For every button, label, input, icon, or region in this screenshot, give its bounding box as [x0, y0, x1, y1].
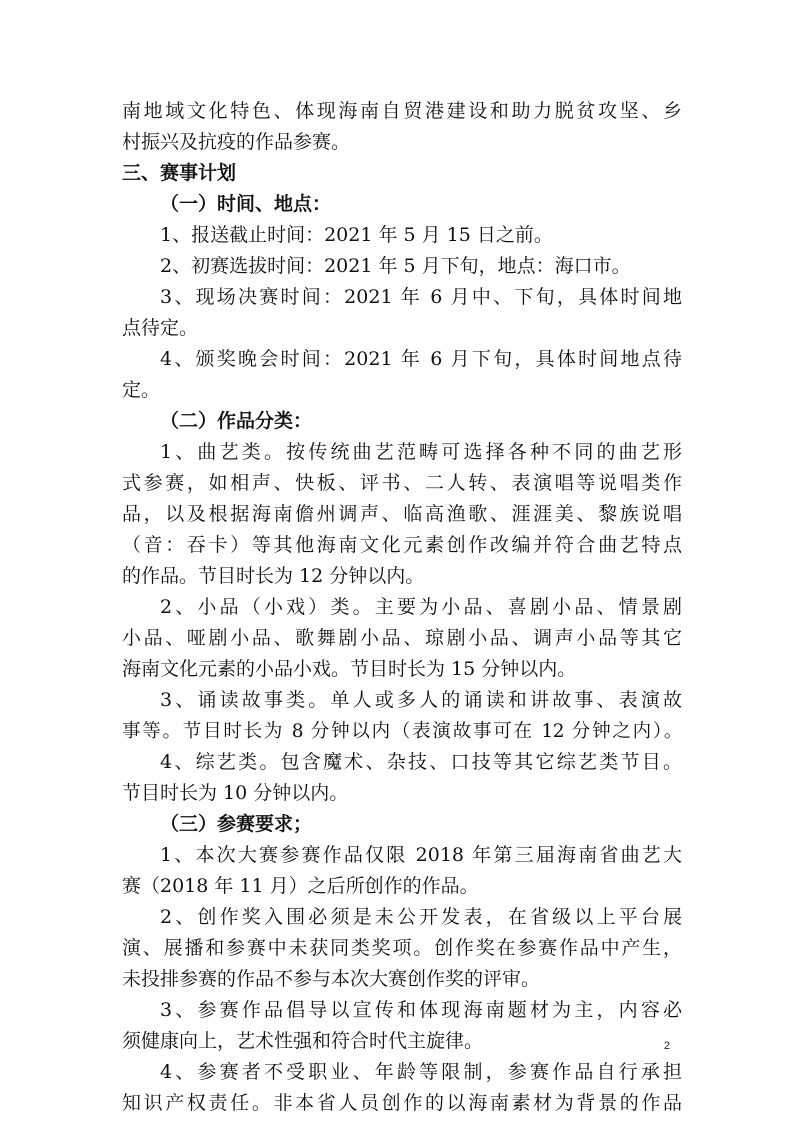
body-line: 品，以及根据海南儋州调声、临高渔歌、涯涯美、黎族说唱 [122, 503, 682, 525]
body-line: 式参赛，如相声、快板、评书、二人转、表演唱等说唱类作 [122, 472, 682, 494]
body-line: 须健康向上，艺术性强和符合时代主旋律。 [122, 1030, 484, 1052]
body-line: （音：吞卡）等其他海南文化元素创作改编并符合曲艺特点 [122, 534, 682, 556]
body-line: 3、参赛作品倡导以宣传和体现海南题材为主，内容必 [160, 999, 682, 1021]
body-line: 4、颁奖晚会时间：2021 年 6 月下旬，具体时间地点待 [160, 348, 682, 370]
body-line: 南地域文化特色、体现海南自贸港建设和助力脱贫攻坚、乡 [122, 100, 682, 122]
body-line: 2、小品（小戏）类。主要为小品、喜剧小品、情景剧 [160, 596, 682, 618]
section-heading: 三、赛事计划 [122, 162, 237, 184]
body-line: 节目时长为 10 分钟以内。 [122, 782, 349, 804]
subsection-heading: （二）作品分类： [160, 410, 313, 432]
body-line: 4、综艺类。包含魔术、杂技、口技等其它综艺类节目。 [160, 751, 682, 773]
body-line: 海南文化元素的小品小戏。节目时长为 15 分钟以内。 [122, 658, 577, 680]
body-line: 知识产权责任。非本省人员创作的以海南素材为背景的作品 [122, 1092, 682, 1114]
body-line: 未投排参赛的作品不参与本次大赛创作奖的评审。 [122, 968, 541, 990]
body-line: 演、展播和参赛中未获同类奖项。创作奖在参赛作品中产生， [122, 937, 682, 959]
body-line: 点待定。 [122, 317, 199, 339]
body-line: 4、参赛者不受职业、年龄等限制，参赛作品自行承担 [160, 1061, 682, 1083]
subsection-heading: （三）参赛要求； [160, 813, 313, 835]
body-line: 小品、哑剧小品、歌舞剧小品、琼剧小品、调声小品等其它 [122, 627, 682, 649]
body-line: 村振兴及抗疫的作品参赛。 [122, 131, 351, 153]
body-line: 赛（2018 年 11 月）之后所创作的作品。 [122, 875, 479, 897]
body-line: 1、报送截止时间：2021 年 5 月 15 日之前。 [160, 224, 553, 246]
body-line: 3、现场决赛时间：2021 年 6 月中、下旬，具体时间地 [160, 286, 682, 308]
body-line: 2、创作奖入围必须是未公开发表，在省级以上平台展 [160, 906, 682, 928]
body-line: 1、曲艺类。按传统曲艺范畴可选择各种不同的曲艺形 [160, 441, 682, 463]
body-line: 3、诵读故事类。单人或多人的诵读和讲故事、表演故 [160, 689, 682, 711]
body-line: 的作品。节目时长为 12 分钟以内。 [122, 565, 425, 587]
body-line: 1、本次大赛参赛作品仅限 2018 年第三届海南省曲艺大 [160, 844, 682, 866]
body-line: 定。 [122, 379, 161, 401]
subsection-heading: （一）时间、地点： [160, 193, 332, 215]
body-line: 2、初赛选拔时间：2021 年 5 月下旬，地点：海口市。 [160, 255, 631, 277]
body-line: 事等。节目时长为 8 分钟以内（表演故事可在 12 分钟之内）。 [122, 721, 682, 742]
page-number: 2 [663, 1040, 670, 1052]
